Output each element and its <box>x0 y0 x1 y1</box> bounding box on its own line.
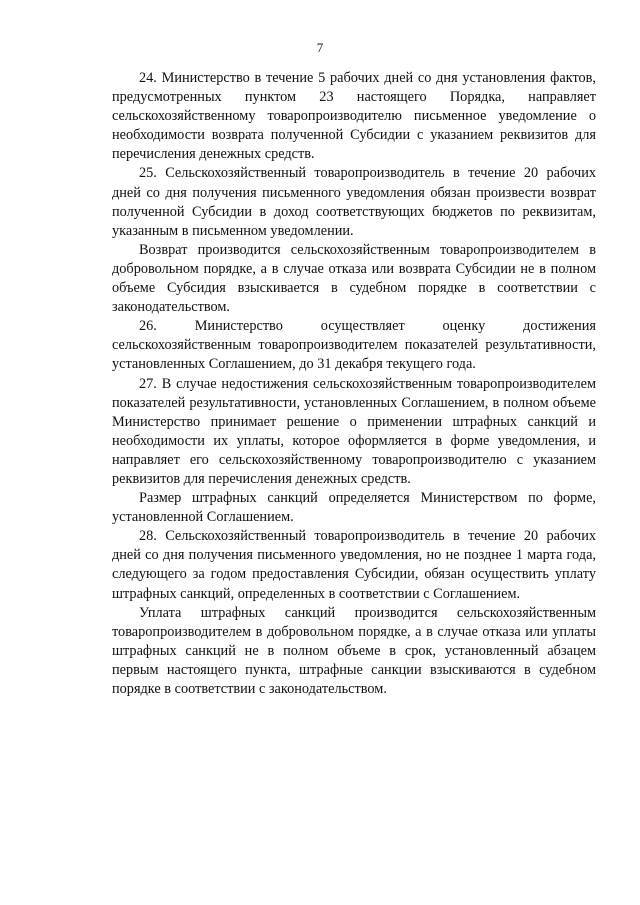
page-number: 7 <box>316 40 324 55</box>
paragraph-item-25: 25. Сельскохозяйственный товаропроизводитель в течение 20 рабочих дней со дня получения письменного уведомления обязан произвести возврат полученной Субсидии в доход соответствующих бюджетов по реквизитам, указанным в письменном уведомлении. <box>112 165 596 239</box>
paragraph-item-24: 24. Министерство в течение 5 рабочих дней со дня установления фактов, предусмотренных пунктом 23 настоящего Порядка, направляет сельскохозяйственному товаропроизводителю письменное уведомление о необходимости возврата полученной Субсидии с указанием реквизитов для перечисления денежных средств. <box>112 70 596 163</box>
document-body <box>112 69 596 699</box>
paragraph-item-27: 27. В случае недостижения сельскохозяйственным товаропроизводителем показателей результативности, установленных Соглашением, в полном объеме Министерство принимает решение о применении штрафных санкций и необходимости их уплаты, которое оформляется в форме уведомления, и направляет его сельскохозяйственному товаропроизводителю с указанием реквизитов для перечисления денежных средств. <box>112 375 596 487</box>
paragraph-item-26: 26. Министерство осуществляет оценку достижения сельскохозяйственным товаропроизводителем показателей результативности, установленных Соглашением, до 31 декабря текущего года. <box>112 318 596 373</box>
paragraph-refund-procedure: Возврат производится сельскохозяйственным товаропроизводителем в добровольном порядке, а в случае отказа или возврата Субсидии не в полном объеме Субсидия взыскивается в судебном порядке в соответствии с законодательством. <box>112 241 596 316</box>
paragraph-item-28: 28. Сельскохозяйственный товаропроизводитель в течение 20 рабочих дней со дня получения письменного уведомления, но не позднее 1 марта года, следующего за годом предоставления Субсидии, обязан осуществить уплату штрафных санкций, определенных в соответствии с Соглашением. <box>112 528 596 602</box>
paragraph-penalty-payment: Уплата штрафных санкций производится сельскохозяйственным товаропроизводителем в добровольном порядке, а в случае отказа или уплаты штрафных санкций не в полном объеме в срок, установленный абзацем первым настоящего пункта, штрафные санкции взыскиваются в судебном порядке в соответствии с законодательством. <box>112 604 596 697</box>
paragraph-penalty-amount: Размер штрафных санкций определяется Министерством по форме, установленной Соглашением. <box>112 490 596 526</box>
